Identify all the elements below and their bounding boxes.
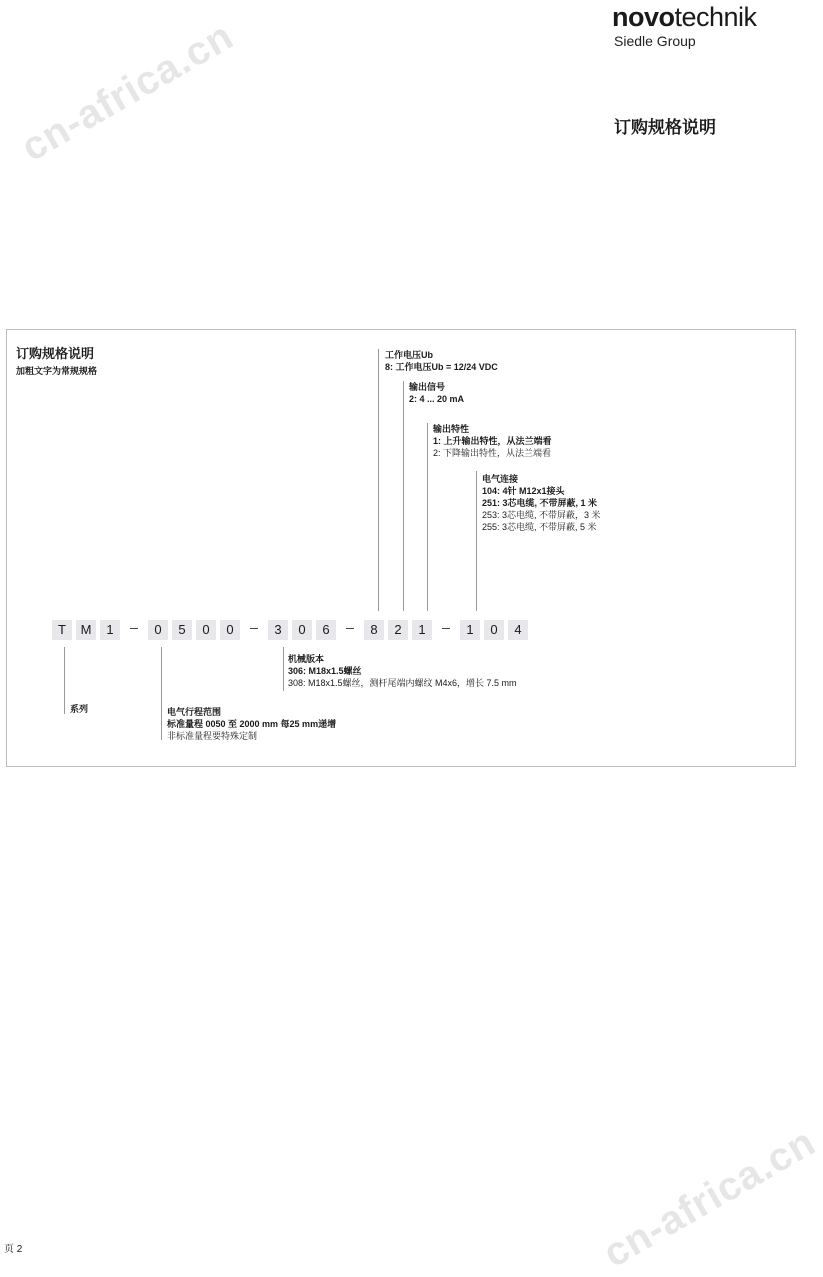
connector-line [64, 647, 65, 714]
code-digit: 0 [220, 620, 240, 640]
option-mechanical-version [288, 653, 517, 689]
code-digit: 5 [172, 620, 192, 640]
connector-line [476, 471, 477, 611]
option-line: 8: 工作电压Ub = 12/24 VDC [385, 362, 498, 372]
page-title: 订购规格说明 [614, 118, 716, 137]
code-separator [442, 628, 450, 629]
brand-subtitle: Siedle Group [614, 33, 696, 49]
code-separator [346, 628, 354, 629]
option-title: 输出信号 [409, 382, 446, 392]
page-number: 页 2 [4, 1244, 23, 1255]
code-digit: 3 [268, 620, 288, 640]
option-line: 308: M18x1.5螺丝，测杆尾端内螺纹 M4x6，增长 7.5 mm [288, 678, 517, 688]
code-digit: 8 [364, 620, 384, 640]
option-measuring-range [167, 706, 336, 742]
code-digit: 0 [148, 620, 168, 640]
option-line: 非标准量程要特殊定制 [167, 731, 258, 741]
option-line: 2: 下降输出特性，从法兰端看 [433, 448, 552, 458]
option-line: 255: 3芯电缆, 不带屏蔽, 5 米 [482, 522, 597, 532]
code-digit: 6 [316, 620, 336, 640]
option-voltage [385, 349, 498, 373]
option-title: 电气行程范围 [167, 707, 222, 717]
option-title: 系列 [70, 704, 89, 714]
connector-line [403, 381, 404, 611]
code-digit: T [52, 620, 72, 640]
connector-line [378, 349, 379, 611]
code-separator [250, 628, 258, 629]
code-digit: 2 [388, 620, 408, 640]
option-line: 1: 上升输出特性，从法兰端看 [433, 436, 552, 446]
code-separator [130, 628, 138, 629]
section-title: 订购规格说明 [16, 346, 95, 361]
option-title: 机械版本 [288, 654, 325, 664]
connector-line [427, 423, 428, 611]
code-digit: 1 [100, 620, 120, 640]
brand-logo-light: technik [674, 2, 757, 32]
connector-line [283, 647, 284, 691]
brand-logo-bold: novo [612, 2, 675, 32]
ordering-spec-frame [6, 329, 796, 767]
option-title: 电气连接 [482, 474, 519, 484]
option-title: 工作电压Ub [385, 350, 433, 360]
code-digit: 1 [412, 620, 432, 640]
section-subtitle: 加粗文字为常规规格 [16, 366, 98, 376]
option-line: 104: 4针 M12x1接头 [482, 486, 565, 496]
code-digit: 0 [292, 620, 312, 640]
option-electrical-connection [482, 473, 601, 533]
option-line: 2: 4 ... 20 mA [409, 394, 465, 404]
option-line: 306: M18x1.5螺丝 [288, 666, 362, 676]
option-series [70, 703, 88, 715]
code-digit: 4 [508, 620, 528, 640]
connector-line [161, 647, 162, 740]
code-digit: 0 [196, 620, 216, 640]
option-title: 输出特性 [433, 424, 470, 434]
option-line: 标准量程 0050 至 2000 mm 每25 mm递增 [167, 719, 337, 729]
option-output-signal [409, 381, 464, 405]
option-line: 253: 3芯电缆, 不带屏蔽，3 米 [482, 510, 601, 520]
code-digit: 1 [460, 620, 480, 640]
brand-logo [612, 2, 757, 32]
option-output-characteristic [433, 423, 552, 459]
code-digit: M [76, 620, 96, 640]
watermark: cn-africa.cn [596, 1119, 823, 1277]
watermark: cn-africa.cn [14, 13, 241, 171]
option-line: 251: 3芯电缆, 不带屏蔽, 1 米 [482, 498, 598, 508]
code-digit: 0 [484, 620, 504, 640]
